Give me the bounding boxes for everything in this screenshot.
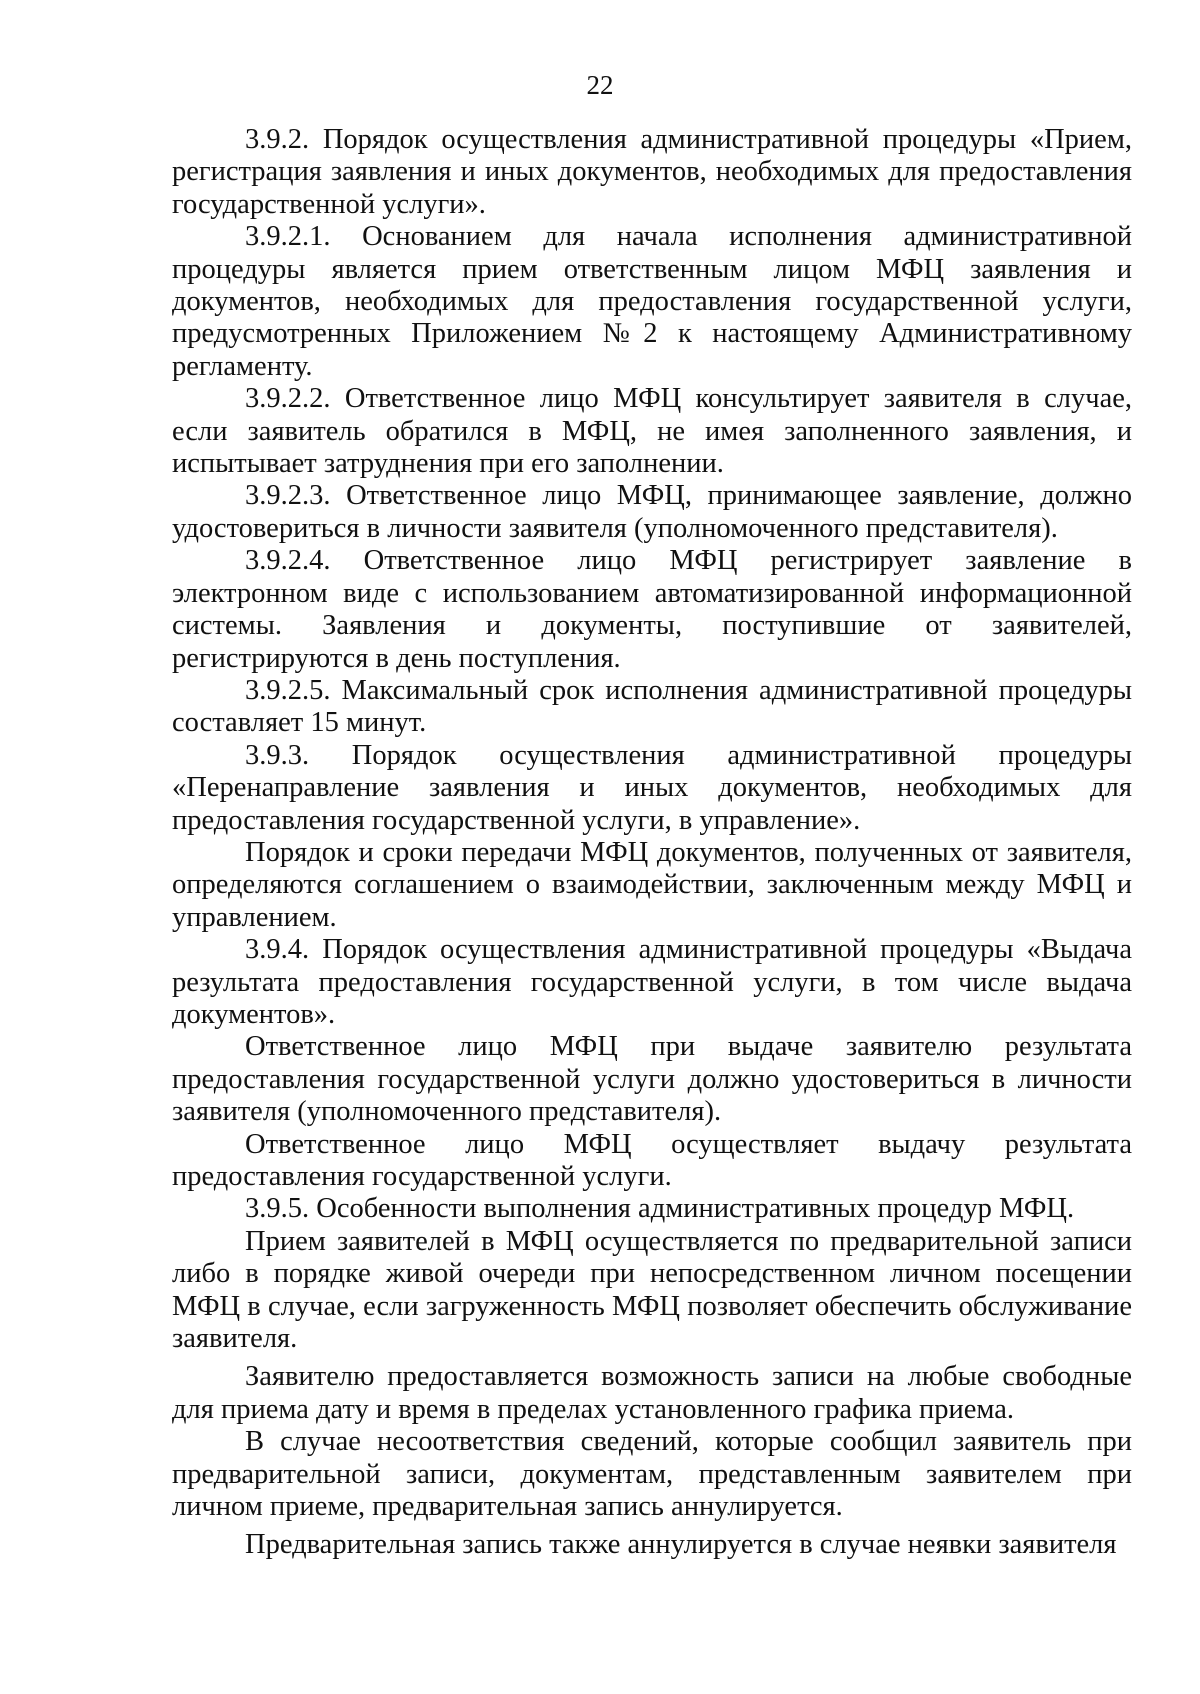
paragraph-3-9-5: 3.9.5. Особенности выполнения административных процедур МФЦ.	[245, 1193, 1075, 1225]
paragraph-3-9-2-3: 3.9.2.3. Ответственное лицо МФЦ, принимающее заявление, должно удостовериться в личности заявителя (уполномоченного представителя).	[172, 480, 1132, 544]
paragraph-appointment-options: Заявителю предоставляется возможность записи на любые свободные для приема дату и время в пределах установленного графика приема.	[172, 1361, 1132, 1425]
paragraph-appointment-cancellation: Предварительная запись также аннулируется в случае неявки заявителя	[245, 1529, 1117, 1561]
paragraph-3-9-2: 3.9.2. Порядок осуществления административной процедуры «Прием, регистрация заявления и иных документов, необходимых для предоставления государственной услуги».	[172, 124, 1132, 220]
paragraph-3-9-4: 3.9.4. Порядок осуществления административной процедуры «Выдача результата предоставления государственной услуги, в том числе выдача документов».	[172, 934, 1132, 1030]
paragraph-result-issuance: Ответственное лицо МФЦ осуществляет выдачу результата предоставления государственной услуги.	[172, 1128, 1132, 1192]
paragraph-3-9-2-1: 3.9.2.1. Основанием для начала исполнения административной процедуры является прием ответственным лицом МФЦ заявления и документов, необходимых для предоставления государственной услуги, предусмотренных Приложением №2 к настоящему Административному регламенту.	[172, 221, 1132, 382]
paragraph-3-9-2-5: 3.9.2.5. Максимальный срок исполнения административной процедуры составляет 15 минут.	[172, 674, 1132, 739]
paragraph-reception-order: Прием заявителей в МФЦ осуществляется по предварительной записи либо в порядке живой очереди при непосредственном личном посещении МФЦ в случае, если загруженность МФЦ позволяет обеспечить обслуживание заявителя.	[172, 1225, 1132, 1355]
paragraph-3-9-2-2: 3.9.2.2. Ответственное лицо МФЦ консультирует заявителя в случае, если заявитель обратился в МФЦ, не имея заполненного заявления, и испытывает затруднения при его заполнении.	[172, 383, 1132, 480]
paragraph-identity-check: Ответственное лицо МФЦ при выдаче заявителю результата предоставления государственной услуги должно удостовериться в личности заявителя (уполномоченного представителя).	[172, 1031, 1132, 1128]
paragraph-appointment-mismatch: В случае несоответствия сведений, которые сообщил заявитель при предварительной записи, документам, представленным заявителем при личном приеме, предварительная запись аннулируется.	[172, 1426, 1132, 1523]
document-body	[172, 124, 1132, 1562]
paragraph-3-9-2-4: 3.9.2.4. Ответственное лицо МФЦ регистрирует заявление в электронном виде с использованием автоматизированной информационной системы. Заявления и документы, поступившие от заявителей, регистрируются в день поступления.	[172, 545, 1132, 674]
paragraph-transfer-procedure: Порядок и сроки передачи МФЦ документов, полученных от заявителя, определяются соглашением о взаимодействии, заключенным между МФЦ и управлением.	[172, 836, 1132, 933]
page-number: 22	[586, 70, 614, 100]
paragraph-3-9-3: 3.9.3. Порядок осуществления административной процедуры «Перенаправление заявления и иных документов, необходимых для предоставления государственной услуги, в управление».	[172, 739, 1132, 836]
